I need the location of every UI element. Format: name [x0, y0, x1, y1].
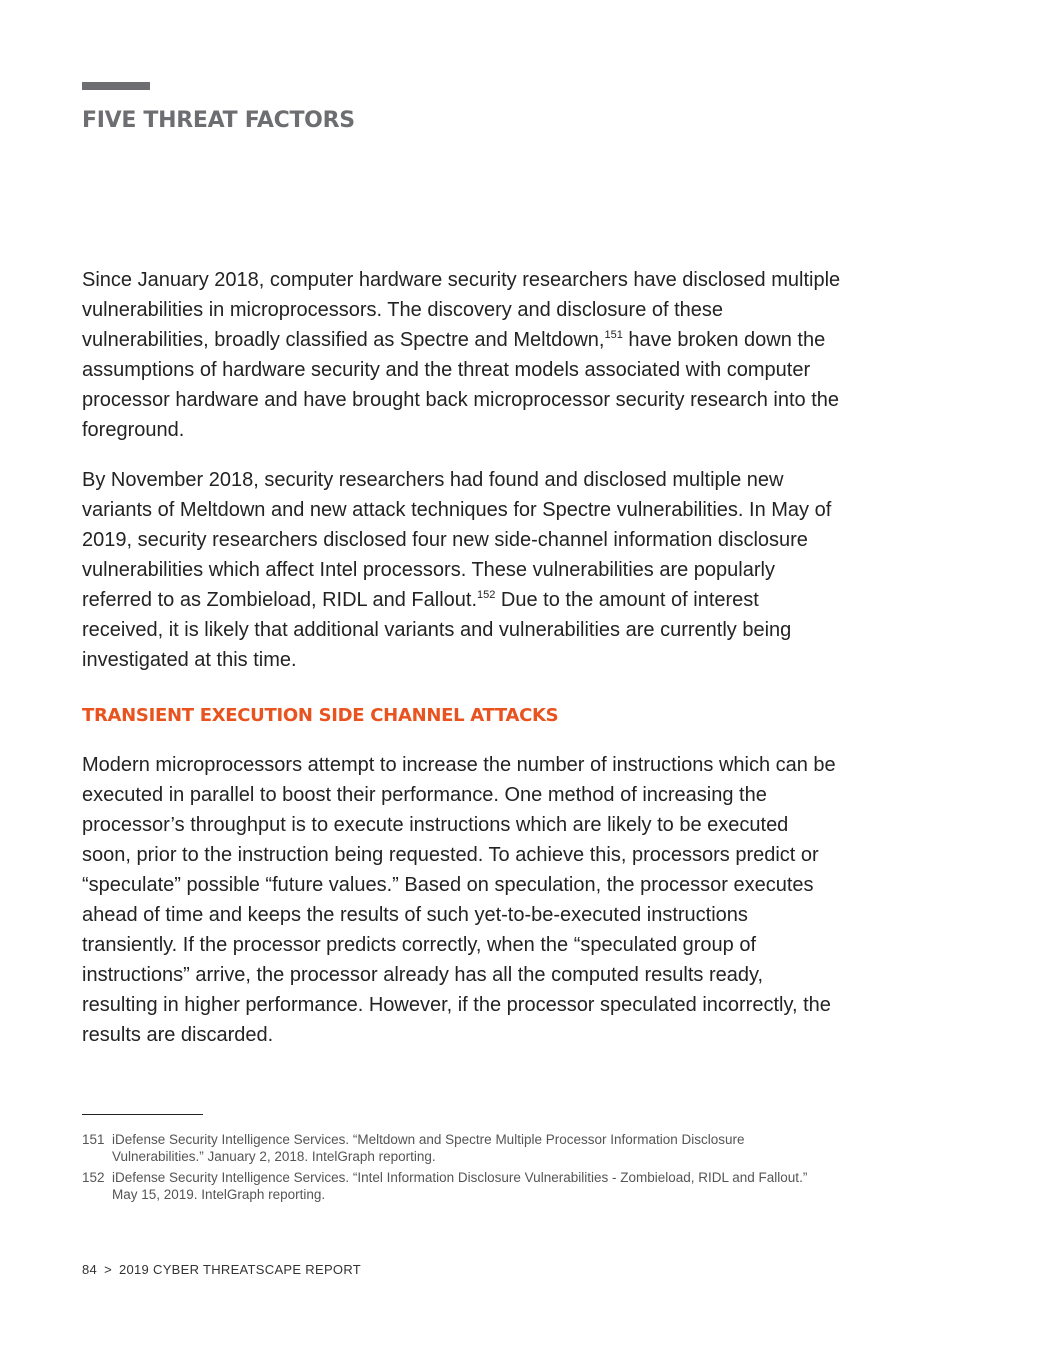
paragraph-3: Modern microprocessors attempt to increase the number of instructions which can be executed in parallel to boost their performance. One method of increasing the processor’s throughput is to execute instructions which are likely to be executed soon, prior to the instruction being requested. To achieve this, processors predict or “speculate” possible “future values.” Based on speculation, the processor executes ahead of time and keeps the results of such yet-to-be-executed instructions transiently. If the processor predicts correctly, when the “speculated group of instructions” arrive, the processor already has all the computed results ready, resulting in higher performance. However, if the processor speculated incorrectly, the results are discarded.	[82, 754, 836, 1046]
footer-separator: >	[104, 1262, 112, 1277]
paragraph-1-text-start: Since January 2018, computer hardware security researchers have disclosed multiple vulnerabilities in microprocessors. The discovery and disclosure of these vulnerabilities, broadly classified as Spectre and Meltdown,	[82, 269, 841, 351]
footnote-text: iDefense Security Intelligence Services. “Meltdown and Spectre Multiple Processor Information Disclosure Vulnerabilities.” January 2, 2018. IntelGraph reporting.	[112, 1132, 745, 1164]
footnote-ref-152: 152	[477, 589, 496, 601]
footnote-152	[82, 1169, 832, 1203]
page-number: 84	[82, 1262, 98, 1277]
footnote-number: 152	[82, 1170, 105, 1185]
footnote-ref-151: 151	[604, 329, 623, 341]
page-footer	[82, 1262, 361, 1277]
section-title: FIVE THREAT FACTORS	[82, 108, 355, 133]
footnotes	[82, 1131, 832, 1207]
footnote-text: iDefense Security Intelligence Services. “Intel Information Disclosure Vulnerabilities - Zombieload, RIDL and Fallout.” May 15, 2019. IntelGraph reporting.	[112, 1170, 808, 1202]
subsection-title: TRANSIENT EXECUTION SIDE CHANNEL ATTACKS	[82, 705, 559, 726]
main-content	[82, 265, 842, 1070]
paragraph-2-text-start: By November 2018, security researchers had found and disclosed multiple new variants of Meltdown and new attack techniques for Spectre vulnerabilities. In May of 2019, security researchers disclosed four new side-channel information disclosure vulnerabilities which affect Intel processors. These vulnerabilities are popularly referred to as Zombieload, RIDL and Fallout.	[82, 469, 832, 611]
footnote-divider	[82, 1114, 203, 1115]
paragraph-2	[82, 465, 842, 675]
paragraph-1	[82, 265, 842, 445]
paragraph-1-text-end: have broken down the assumptions of hardware security and the threat models associated with computer processor hardware and have brought back microprocessor security research into the foreground.	[82, 329, 840, 441]
paragraph-2-text-end: Due to the amount of interest received, it is likely that additional variants and vulnerabilities are currently being investigated at this time.	[82, 589, 792, 671]
footnote-151	[82, 1131, 832, 1165]
report-title: 2019 CYBER THREATSCAPE REPORT	[118, 1262, 362, 1277]
header-accent-bar	[82, 82, 150, 90]
footnote-number: 151	[82, 1132, 105, 1147]
